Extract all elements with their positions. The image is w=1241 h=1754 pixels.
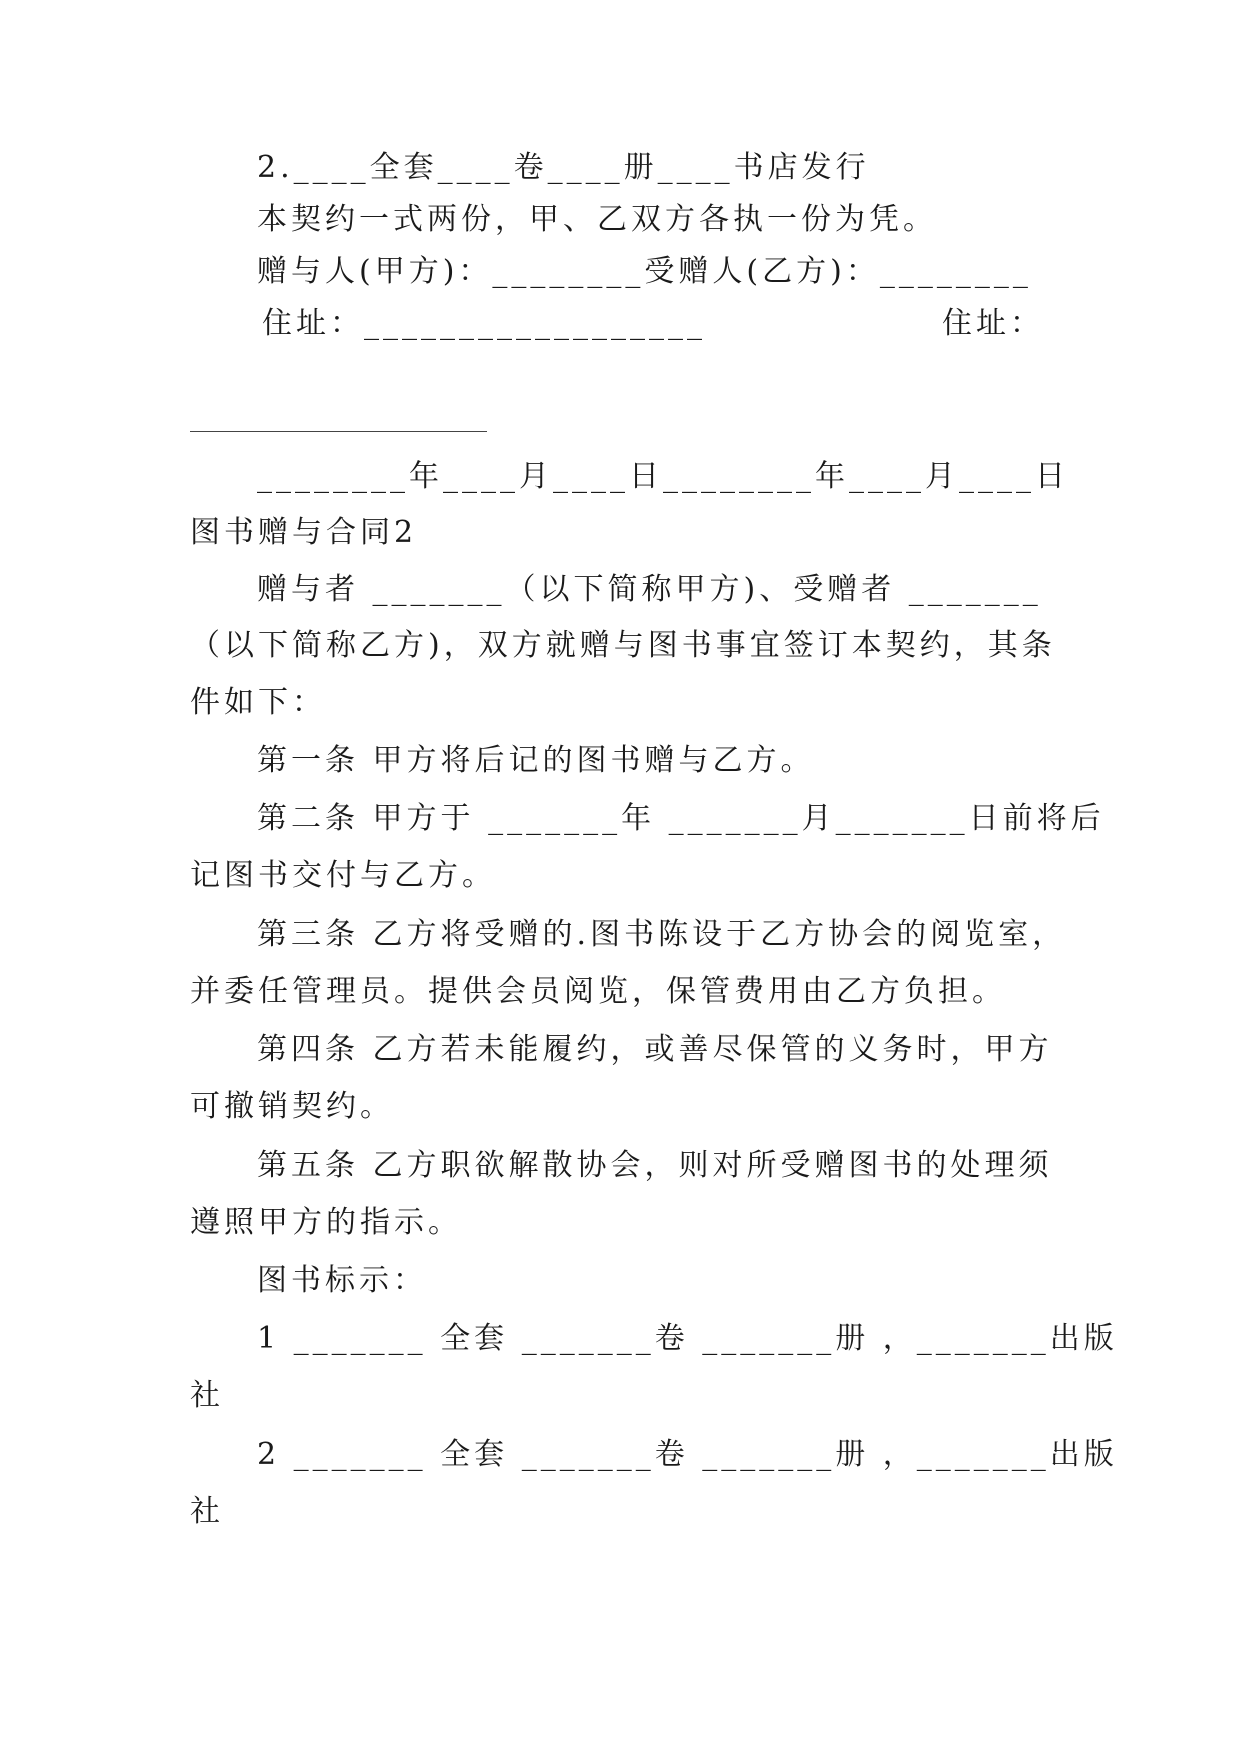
book-item-2-line: 2.____全套____卷____册____书店发行 — [257, 150, 870, 185]
article-4-line-2: 可撤销契约。 — [190, 1089, 394, 1124]
article-3-line-1: 第三条 乙方将受赠的.图书陈设于乙方协会的阅览室， — [257, 917, 1067, 952]
article-4-line-1: 第四条 乙方若未能履约，或善尽保管的义务时，甲方 — [257, 1032, 1053, 1067]
article-2-line-2: 记图书交付与乙方。 — [190, 858, 496, 893]
donee-address-label: 住址： — [942, 306, 1044, 341]
article-5-line-2: 遵照甲方的指示。 — [190, 1205, 462, 1240]
intro-line-2: （以下简称乙方)，双方就赠与图书事宜签订本契约，其条 — [190, 628, 1056, 663]
article-1: 第一条 甲方将后记的图书赠与乙方。 — [257, 743, 815, 778]
article-2-line-1: 第二条 甲方于 _______年 _______月_______日前将后 — [257, 801, 1105, 836]
donor-address-line: 住址：__________________ — [262, 306, 706, 341]
book-item-2-line-1: 2 _______ 全套 _______卷 _______册 ，_______出版 — [257, 1437, 1118, 1472]
article-5-line-1: 第五条 乙方职欲解散协会，则对所受赠图书的处理须 — [257, 1148, 1053, 1183]
copies-clause: 本契约一式两份，甲、乙双方各执一份为凭。 — [257, 202, 937, 237]
book-item-1-line-1: 1 _______ 全套 _______卷 _______册 ，_______出版 — [257, 1321, 1118, 1356]
intro-line-3: 件如下： — [190, 685, 326, 720]
donee-address-blank — [190, 431, 487, 432]
book-item-1-line-2: 社 — [190, 1378, 224, 1413]
intro-line-1: 赠与者 _______（以下简称甲方)、受赠者 _______ — [257, 572, 1042, 607]
article-3-line-2: 并委任管理员。提供会员阅览，保管费用由乙方负担。 — [190, 974, 1006, 1009]
parties-signature-line: 赠与人(甲方)：________受赠人(乙方)：________ — [257, 254, 1032, 289]
signing-date-line: ________年____月____日________年____月____日 — [257, 459, 1069, 494]
book-item-2-line-2: 社 — [190, 1494, 224, 1529]
book-list-heading: 图书标示： — [257, 1263, 427, 1298]
section-heading: 图书赠与合同2 — [190, 515, 418, 550]
